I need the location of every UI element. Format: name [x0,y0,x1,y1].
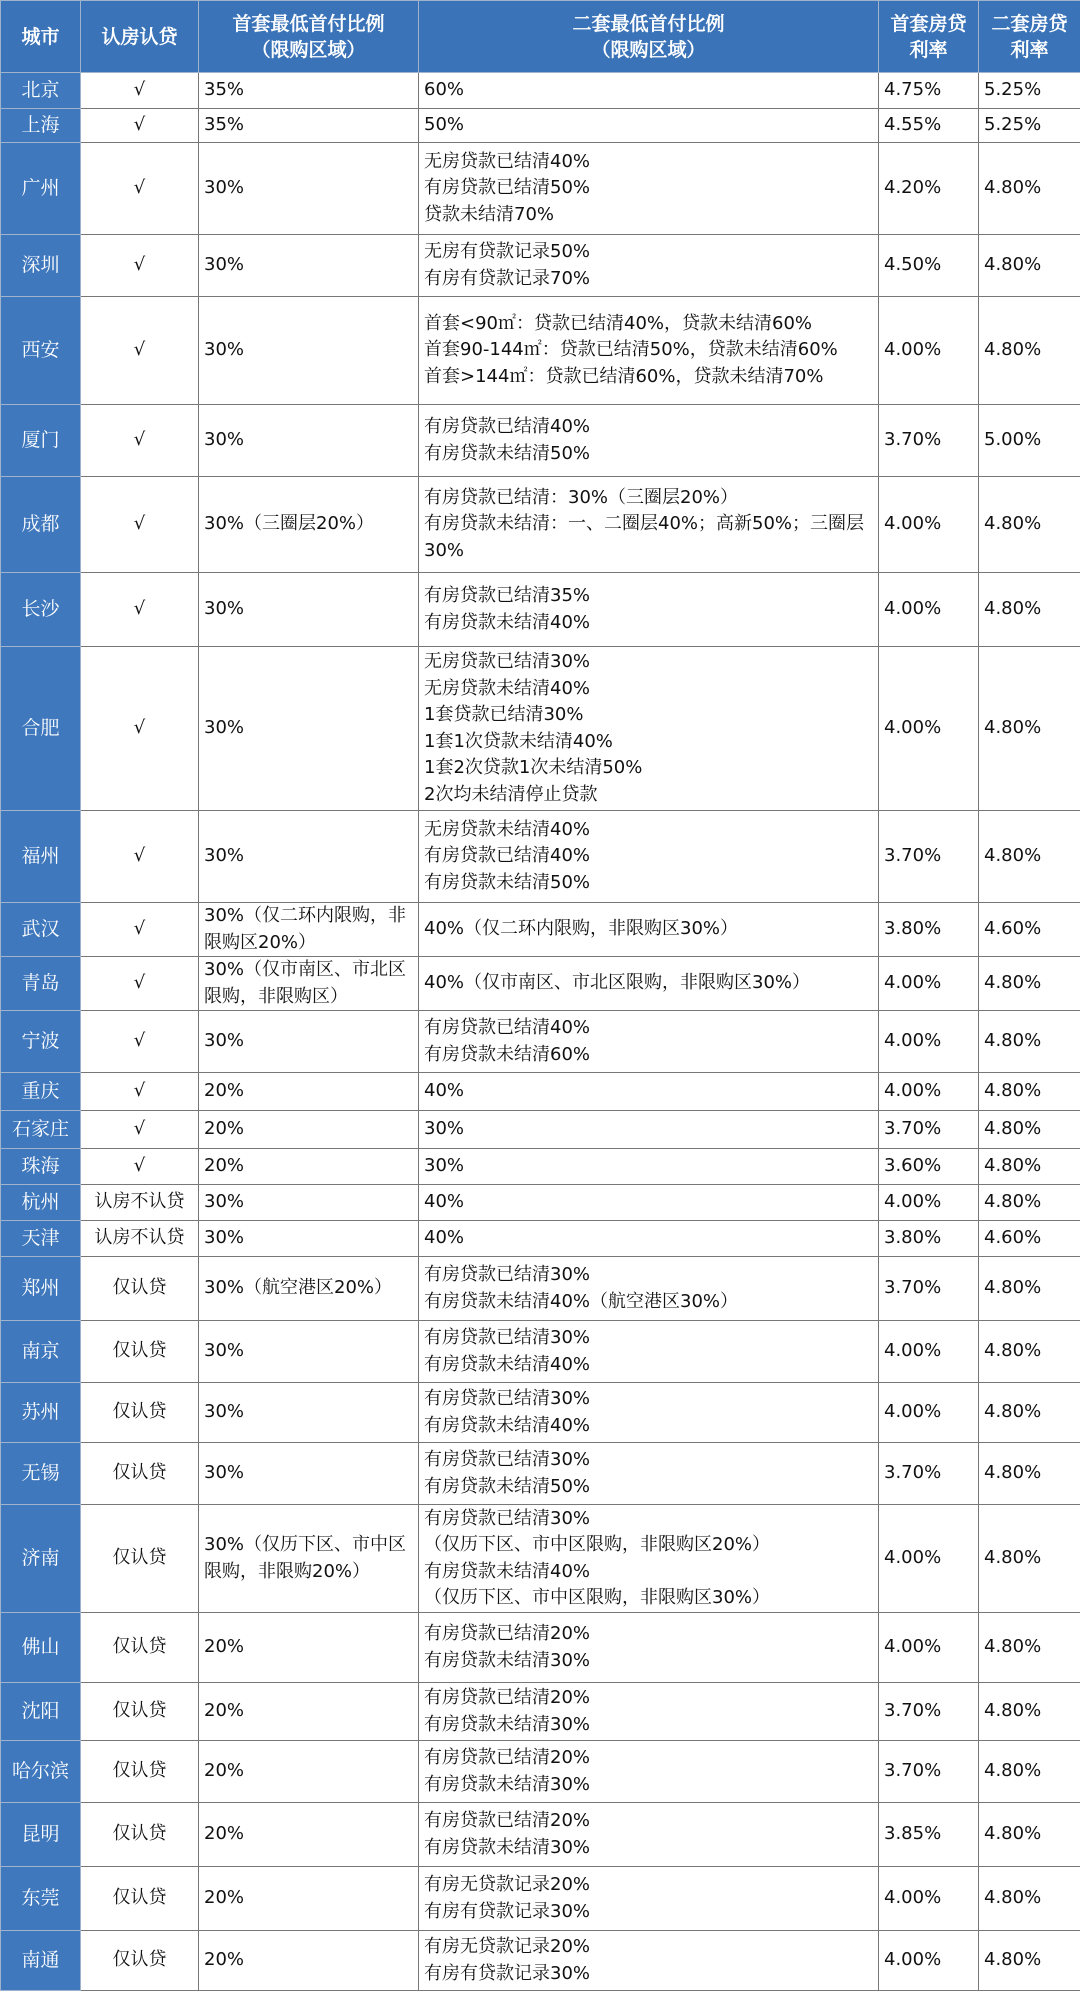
city-cell: 西安 [1,297,81,405]
city-cell: 珠海 [1,1149,81,1185]
city-cell: 福州 [1,811,81,903]
first-rate-cell: 3.70% [879,811,979,903]
policy-cell: √ [81,109,199,143]
second-rate-cell: 4.80% [979,811,1080,903]
second-down-payment-cell: 有房贷款已结清30% 有房贷款未结清50% [419,1443,879,1505]
city-cell: 宁波 [1,1011,81,1073]
first-down-payment-cell: 30% [199,1383,419,1443]
second-down-payment-cell: 50% [419,109,879,143]
city-cell: 广州 [1,143,81,235]
first-rate-cell: 4.00% [879,1321,979,1383]
policy-cell: √ [81,1149,199,1185]
table-row [1,1111,1080,1149]
second-down-payment-cell: 40%（仅市南区、市北区限购，非限购区30%） [419,957,879,1011]
header-policy: 认房认贷 [81,1,199,73]
policy-cell: 仅认贷 [81,1505,199,1613]
header-second-rate: 二套房贷 利率 [979,1,1080,73]
policy-cell: 仅认贷 [81,1683,199,1741]
second-down-payment-cell: 有房贷款已结清40% 有房贷款未结清60% [419,1011,879,1073]
city-cell: 合肥 [1,647,81,811]
second-rate-cell: 4.80% [979,1111,1080,1149]
second-rate-cell: 4.80% [979,957,1080,1011]
city-cell: 南通 [1,1931,81,1991]
table-row [1,143,1080,235]
second-rate-cell: 4.80% [979,1803,1080,1867]
table-row [1,1221,1080,1257]
table-row [1,1613,1080,1683]
second-down-payment-cell: 有房贷款已结清30% 有房贷款未结清40%（航空港区30%） [419,1257,879,1321]
second-rate-cell: 4.80% [979,235,1080,297]
first-rate-cell: 3.60% [879,1149,979,1185]
first-down-payment-cell: 30%（仅市南区、市北区限购，非限购区） [199,957,419,1011]
first-rate-cell: 4.00% [879,1383,979,1443]
policy-cell: √ [81,143,199,235]
first-rate-cell: 3.70% [879,1683,979,1741]
second-down-payment-cell: 有房贷款已结清：30%（三圈层20%） 有房贷款未结清：一、二圈层40%；高新50%；三圈层30% [419,477,879,573]
table-row [1,405,1080,477]
table-row [1,1931,1080,1991]
second-rate-cell: 4.60% [979,1221,1080,1257]
first-rate-cell: 3.70% [879,405,979,477]
policy-cell: 仅认贷 [81,1741,199,1803]
second-rate-cell: 4.80% [979,1257,1080,1321]
second-down-payment-cell: 有房无贷款记录20% 有房有贷款记录30% [419,1931,879,1991]
second-down-payment-cell: 有房贷款已结清35% 有房贷款未结清40% [419,573,879,647]
city-cell: 上海 [1,109,81,143]
second-rate-cell: 4.80% [979,1613,1080,1683]
policy-cell: 仅认贷 [81,1257,199,1321]
second-rate-cell: 4.80% [979,1931,1080,1991]
first-down-payment-cell: 20% [199,1149,419,1185]
second-rate-cell: 4.80% [979,1383,1080,1443]
first-down-payment-cell: 35% [199,73,419,109]
policy-cell: 仅认贷 [81,1443,199,1505]
first-down-payment-cell: 30% [199,235,419,297]
first-rate-cell: 3.70% [879,1257,979,1321]
first-rate-cell: 4.00% [879,957,979,1011]
policy-cell: 仅认贷 [81,1803,199,1867]
first-rate-cell: 3.80% [879,1221,979,1257]
header-row [1,1,1080,73]
city-cell: 厦门 [1,405,81,477]
second-down-payment-cell: 有房贷款已结清30% 有房贷款未结清40% [419,1383,879,1443]
city-cell: 无锡 [1,1443,81,1505]
first-down-payment-cell: 30% [199,811,419,903]
first-rate-cell: 3.70% [879,1443,979,1505]
second-rate-cell: 4.80% [979,477,1080,573]
city-cell: 重庆 [1,1073,81,1111]
table-row [1,1011,1080,1073]
policy-cell: √ [81,903,199,957]
first-rate-cell: 4.55% [879,109,979,143]
table-row [1,1383,1080,1443]
policy-cell: 仅认贷 [81,1867,199,1931]
second-rate-cell: 4.80% [979,1185,1080,1221]
second-rate-cell: 4.80% [979,143,1080,235]
header-first-down-payment: 首套最低首付比例 （限购区域） [199,1,419,73]
first-down-payment-cell: 20% [199,1683,419,1741]
table-row [1,73,1080,109]
first-down-payment-cell: 35% [199,109,419,143]
first-down-payment-cell: 20% [199,1741,419,1803]
second-rate-cell: 5.25% [979,73,1080,109]
first-rate-cell: 4.00% [879,477,979,573]
second-down-payment-cell: 有房无贷款记录20% 有房有贷款记录30% [419,1867,879,1931]
table-row [1,1867,1080,1931]
second-down-payment-cell: 有房贷款已结清20% 有房贷款未结清30% [419,1803,879,1867]
first-down-payment-cell: 30% [199,573,419,647]
city-cell: 长沙 [1,573,81,647]
first-down-payment-cell: 30% [199,647,419,811]
second-rate-cell: 4.80% [979,1321,1080,1383]
second-rate-cell: 4.80% [979,1867,1080,1931]
city-cell: 北京 [1,73,81,109]
first-rate-cell: 3.70% [879,1111,979,1149]
city-cell: 南京 [1,1321,81,1383]
first-rate-cell: 4.20% [879,143,979,235]
header-second-down-payment: 二套最低首付比例 （限购区域） [419,1,879,73]
second-down-payment-cell: 有房贷款已结清20% 有房贷款未结清30% [419,1613,879,1683]
first-rate-cell: 4.00% [879,1931,979,1991]
city-cell: 苏州 [1,1383,81,1443]
first-down-payment-cell: 30% [199,1221,419,1257]
second-rate-cell: 4.80% [979,1011,1080,1073]
city-cell: 成都 [1,477,81,573]
first-down-payment-cell: 30% [199,297,419,405]
policy-cell: 仅认贷 [81,1383,199,1443]
table-row [1,1321,1080,1383]
policy-cell: √ [81,1111,199,1149]
first-down-payment-cell: 20% [199,1803,419,1867]
first-down-payment-cell: 30%（三圈层20%） [199,477,419,573]
policy-cell: √ [81,405,199,477]
table-row [1,1073,1080,1111]
table-row [1,1257,1080,1321]
second-rate-cell: 4.80% [979,1443,1080,1505]
second-rate-cell: 4.80% [979,647,1080,811]
header-first-rate: 首套房贷 利率 [879,1,979,73]
city-cell: 沈阳 [1,1683,81,1741]
first-down-payment-cell: 20% [199,1111,419,1149]
first-down-payment-cell: 20% [199,1931,419,1991]
policy-cell: √ [81,573,199,647]
second-down-payment-cell: 40% [419,1073,879,1111]
policy-cell: √ [81,235,199,297]
policy-cell: 认房不认贷 [81,1185,199,1221]
first-down-payment-cell: 30%（仅历下区、市中区限购，非限购20%） [199,1505,419,1613]
policy-cell: √ [81,1011,199,1073]
second-down-payment-cell: 40% [419,1185,879,1221]
table-row [1,109,1080,143]
second-down-payment-cell: 有房贷款已结清20% 有房贷款未结清30% [419,1741,879,1803]
policy-cell: √ [81,73,199,109]
table-row [1,1185,1080,1221]
first-down-payment-cell: 20% [199,1073,419,1111]
second-down-payment-cell: 40% [419,1221,879,1257]
first-down-payment-cell: 30% [199,143,419,235]
city-cell: 石家庄 [1,1111,81,1149]
table-row [1,1683,1080,1741]
first-rate-cell: 4.00% [879,1185,979,1221]
first-rate-cell: 3.70% [879,1741,979,1803]
first-rate-cell: 4.75% [879,73,979,109]
first-rate-cell: 3.80% [879,903,979,957]
first-rate-cell: 4.00% [879,1011,979,1073]
policy-cell: 认房不认贷 [81,1221,199,1257]
first-rate-cell: 3.85% [879,1803,979,1867]
policy-cell: 仅认贷 [81,1613,199,1683]
first-rate-cell: 4.00% [879,647,979,811]
first-down-payment-cell: 20% [199,1867,419,1931]
city-cell: 佛山 [1,1613,81,1683]
policy-cell: √ [81,647,199,811]
table-row [1,811,1080,903]
second-down-payment-cell: 有房贷款已结清40% 有房贷款未结清50% [419,405,879,477]
first-rate-cell: 4.50% [879,235,979,297]
second-rate-cell: 4.80% [979,1741,1080,1803]
second-down-payment-cell: 40%（仅二环内限购，非限购区30%） [419,903,879,957]
second-rate-cell: 4.80% [979,1683,1080,1741]
policy-cell: √ [81,1073,199,1111]
first-rate-cell: 4.00% [879,297,979,405]
second-rate-cell: 5.00% [979,405,1080,477]
second-rate-cell: 4.80% [979,1149,1080,1185]
table-row [1,647,1080,811]
first-down-payment-cell: 30%（航空港区20%） [199,1257,419,1321]
second-rate-cell: 4.80% [979,297,1080,405]
city-cell: 东莞 [1,1867,81,1931]
first-rate-cell: 4.00% [879,1613,979,1683]
table-row [1,477,1080,573]
first-down-payment-cell: 30% [199,1011,419,1073]
second-down-payment-cell: 无房贷款已结清40% 有房贷款已结清50% 贷款未结清70% [419,143,879,235]
table-row [1,1443,1080,1505]
city-cell: 杭州 [1,1185,81,1221]
table-row [1,903,1080,957]
policy-cell: √ [81,957,199,1011]
second-down-payment-cell: 60% [419,73,879,109]
policy-cell: 仅认贷 [81,1931,199,1991]
second-down-payment-cell: 30% [419,1149,879,1185]
city-cell: 昆明 [1,1803,81,1867]
table-row [1,1803,1080,1867]
second-down-payment-cell: 无房贷款已结清30% 无房贷款未结清40% 1套贷款已结清30% 1套1次贷款未结清40% 1套2次贷款1次未结清50% 2次均未结清停止贷款 [419,647,879,811]
header-city: 城市 [1,1,81,73]
policy-cell: √ [81,811,199,903]
first-down-payment-cell: 30% [199,1321,419,1383]
city-cell: 济南 [1,1505,81,1613]
policy-cell: √ [81,297,199,405]
city-cell: 青岛 [1,957,81,1011]
first-down-payment-cell: 20% [199,1613,419,1683]
table-row [1,1741,1080,1803]
first-rate-cell: 4.00% [879,1505,979,1613]
city-cell: 哈尔滨 [1,1741,81,1803]
table-row [1,235,1080,297]
table-row [1,573,1080,647]
second-down-payment-cell: 30% [419,1111,879,1149]
table-row [1,1149,1080,1185]
first-rate-cell: 4.00% [879,1867,979,1931]
city-cell: 武汉 [1,903,81,957]
city-cell: 郑州 [1,1257,81,1321]
policy-cell: √ [81,477,199,573]
first-down-payment-cell: 30%（仅二环内限购，非限购区20%） [199,903,419,957]
second-down-payment-cell: 无房有贷款记录50% 有房有贷款记录70% [419,235,879,297]
city-cell: 天津 [1,1221,81,1257]
second-rate-cell: 4.80% [979,1073,1080,1111]
city-cell: 深圳 [1,235,81,297]
second-rate-cell: 4.80% [979,573,1080,647]
table-row [1,297,1080,405]
policy-cell: 仅认贷 [81,1321,199,1383]
second-rate-cell: 4.80% [979,1505,1080,1613]
second-down-payment-cell: 有房贷款已结清30% 有房贷款未结清40% [419,1321,879,1383]
second-rate-cell: 4.60% [979,903,1080,957]
second-down-payment-cell: 有房贷款已结清20% 有房贷款未结清30% [419,1683,879,1741]
second-down-payment-cell: 首套<90㎡：贷款已结清40%，贷款未结清60% 首套90-144㎡：贷款已结清50%，贷款未结清60% 首套>144㎡：贷款已结清60%，贷款未结清70% [419,297,879,405]
table-row [1,957,1080,1011]
second-rate-cell: 5.25% [979,109,1080,143]
second-down-payment-cell: 无房贷款未结清40% 有房贷款已结清40% 有房贷款未结清50% [419,811,879,903]
first-down-payment-cell: 30% [199,1185,419,1221]
second-down-payment-cell: 有房贷款已结清30% （仅历下区、市中区限购，非限购区20%） 有房贷款未结清40% （仅历下区、市中区限购，非限购区30%） [419,1505,879,1613]
first-rate-cell: 4.00% [879,573,979,647]
table-row [1,1505,1080,1613]
first-down-payment-cell: 30% [199,1443,419,1505]
first-rate-cell: 4.00% [879,1073,979,1111]
first-down-payment-cell: 30% [199,405,419,477]
